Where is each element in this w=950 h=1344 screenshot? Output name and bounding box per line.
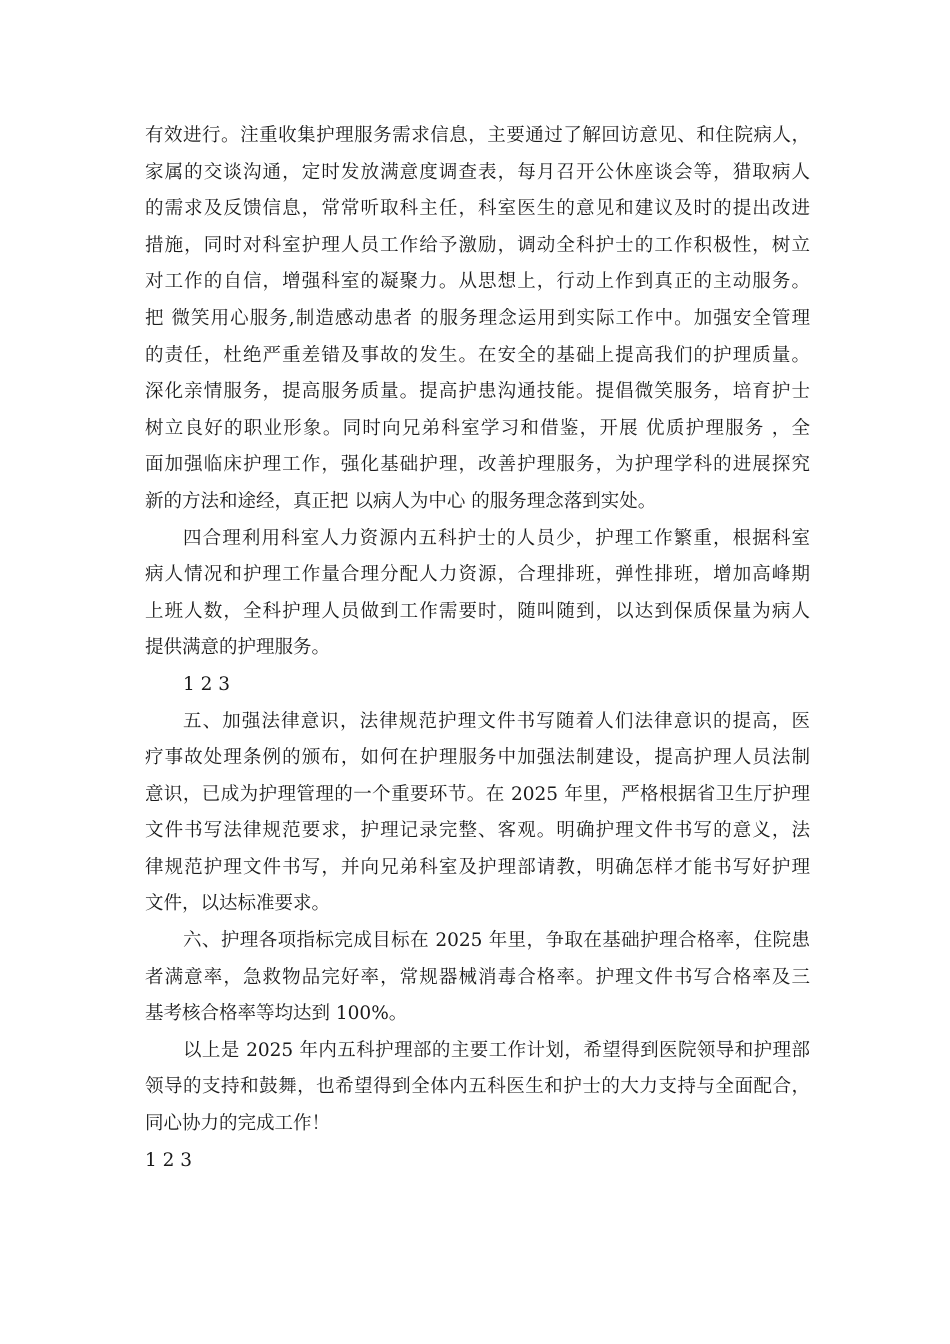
- text-line: 六、护理各项指标完成目标在 2025 年里，争取在基础护理合格率，住院患: [183, 930, 810, 952]
- text-line: 的责任，杜绝严重差错及事故的发生。在安全的基础上提高我们的护理质量。: [145, 344, 810, 366]
- text-line: 领导的支持和鼓舞，也希望得到全体内五科医生和护士的大力支持与全面配合，: [145, 1076, 810, 1098]
- text-line: 四合理利用科室人力资源内五科护士的人员少，护理工作繁重，根据科室: [183, 527, 810, 549]
- document-page: [145, 118, 810, 1179]
- text-line: 措施，同时对科室护理人员工作给予激励，调动全科护士的工作积极性，树立: [145, 234, 810, 256]
- text-line: 疗事故处理条例的颁布，如何在护理服务中加强法制建设，提高护理人员法制: [145, 747, 810, 769]
- text-line: 对工作的自信，增强科室的凝聚力。从思想上，行动上作到真正的主动服务。: [145, 271, 810, 293]
- text-line: 深化亲情服务，提高服务质量。提高护患沟通技能。提倡微笑服务，培育护士: [145, 381, 810, 403]
- text-line: 上班人数，全科护理人员做到工作需要时，随叫随到，以达到保质保量为病人: [145, 600, 810, 622]
- text-line: 有效进行。注重收集护理服务需求信息，主要通过了解回访意见、和住院病人，: [145, 125, 810, 146]
- paragraph-p1: [145, 118, 810, 521]
- text-line: 基考核合格率等均达到 100%。: [145, 1003, 408, 1025]
- text-line: 病人情况和护理工作量合理分配人力资源，合理排班，弹性排班，增加高峰期: [145, 564, 810, 586]
- text-line: 文件书写法律规范要求，护理记录完整、客观。明确护理文件书写的意义，法: [145, 820, 810, 842]
- paragraph-p2: [145, 521, 810, 667]
- text-line: 律规范护理文件书写，并向兄弟科室及护理部请教，明确怎样才能书写好护理: [145, 856, 810, 878]
- paragraph-p5: [145, 1033, 810, 1143]
- paragraph-p4: [145, 923, 810, 1033]
- text-line: 五、加强法律意识，法律规范护理文件书写随着人们法律意识的提高，医: [183, 710, 810, 732]
- text-line: 文件，以达标准要求。: [145, 893, 331, 915]
- text-line: 意识，已成为护理管理的一个重要环节。在 2025 年里，严格根据省卫生厅护理: [145, 783, 810, 805]
- text-line: 树立良好的职业形象。同时向兄弟科室学习和借鉴，开展 优质护理服务 ，全: [145, 417, 810, 439]
- text-line: 者满意率，急救物品完好率，常规器械消毒合格率。护理文件书写合格率及三: [145, 966, 810, 988]
- text-line: 新的方法和途经，真正把 以病人为中心 的服务理念落到实处。: [145, 490, 657, 512]
- text-line: 提供满意的护理服务。: [145, 637, 331, 659]
- page-number-marker: 1 2 3: [145, 1149, 193, 1171]
- text-line: 面加强临床护理工作，强化基础护理，改善护理服务，为护理学科的进展探究: [145, 454, 810, 476]
- paragraph-p3: [145, 704, 810, 924]
- page-number-marker: 1 2 3: [183, 673, 231, 695]
- text-line: 同心协力的完成工作！: [145, 1113, 331, 1135]
- text-line: 家属的交谈沟通，定时发放满意度调查表，每月召开公休座谈会等，猎取病人: [145, 161, 810, 183]
- text-line: 把 微笑用心服务,制造感动患者 的服务理念运用到实际工作中。加强安全管理: [145, 307, 810, 329]
- text-line: 的需求及反馈信息，常常听取科主任，科室医生的意见和建议及时的提出改进: [145, 198, 810, 220]
- text-line: 以上是 2025 年内五科护理部的主要工作计划，希望得到医院领导和护理部: [183, 1039, 810, 1061]
